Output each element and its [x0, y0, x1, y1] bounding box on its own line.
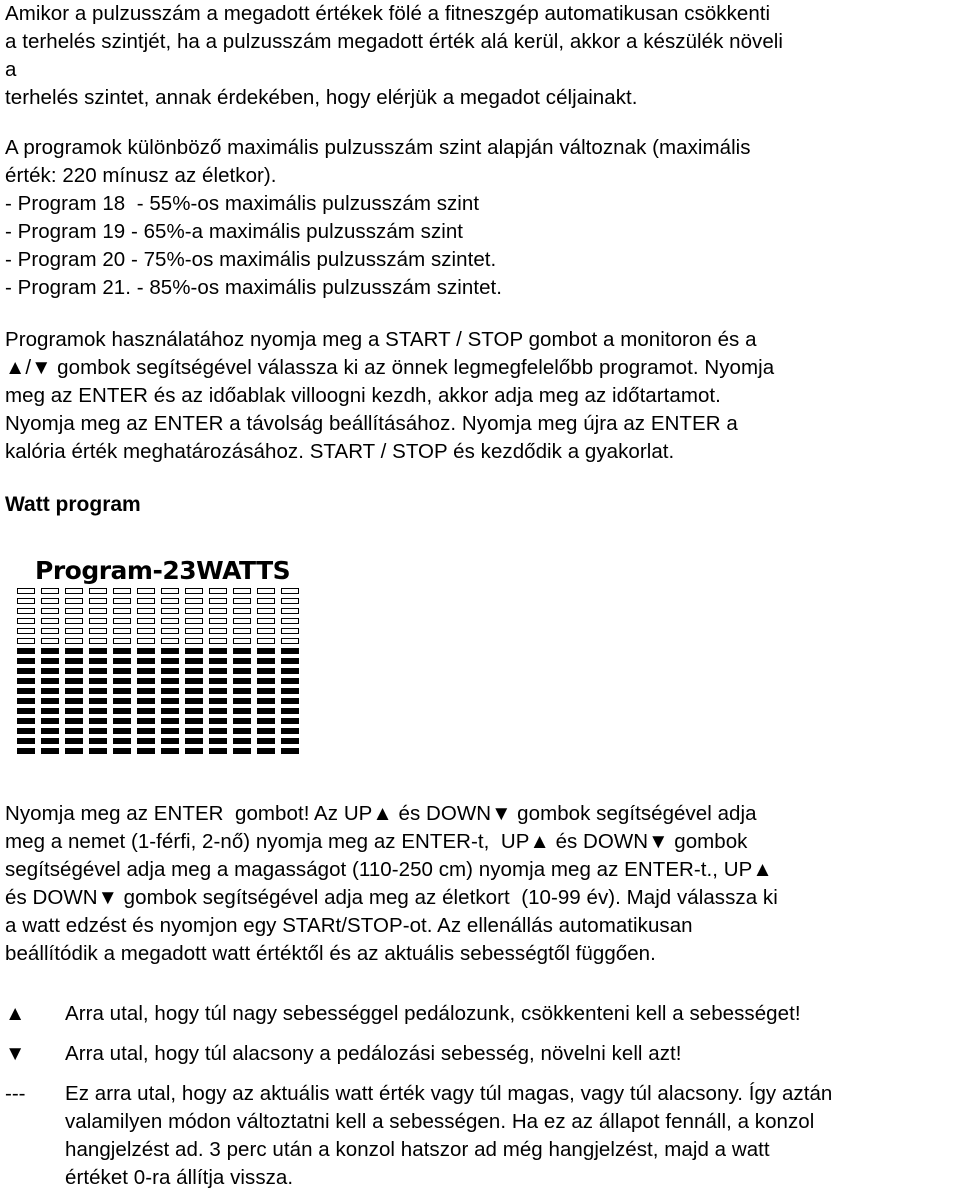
- display-segment: [17, 748, 35, 754]
- display-segment: [161, 598, 179, 604]
- display-segment: [257, 738, 275, 744]
- display-segment: [89, 598, 107, 604]
- display-segment: [209, 588, 227, 594]
- display-segment: [65, 638, 83, 644]
- display-segment: [41, 648, 59, 654]
- text-line: érték: 220 mínusz az életkor).: [5, 164, 277, 187]
- display-segment: [281, 738, 299, 744]
- display-segment: [281, 608, 299, 614]
- display-segment: [185, 698, 203, 704]
- display-segment: [89, 748, 107, 754]
- display-segment: [161, 748, 179, 754]
- display-segment: [281, 718, 299, 724]
- display-segment: [257, 618, 275, 624]
- display-segment: [209, 708, 227, 714]
- display-segment: [89, 708, 107, 714]
- display-segment: [113, 718, 131, 724]
- legend-item-dashes: [5, 1080, 832, 1192]
- display-segment: [257, 678, 275, 684]
- display-segment: [257, 698, 275, 704]
- display-bar-grid: [17, 588, 299, 754]
- text-line: segítségével adja meg a magasságot (110-250 cm) nyomja meg az ENTER-t., UP▲: [5, 858, 773, 881]
- display-segment: [161, 658, 179, 664]
- display-segment: [113, 668, 131, 674]
- display-segment: [161, 708, 179, 714]
- display-segment: [281, 698, 299, 704]
- display-segment: [137, 638, 155, 644]
- up-triangle-icon: ▲: [5, 1002, 26, 1025]
- text-line: Programok használatához nyomja meg a START / STOP gombot a monitoron és a: [5, 328, 757, 351]
- display-segment: [257, 628, 275, 634]
- display-segment: [41, 738, 59, 744]
- display-segment: [233, 678, 251, 684]
- display-segment: [185, 668, 203, 674]
- display-segment: [281, 638, 299, 644]
- display-segment: [89, 628, 107, 634]
- text-line: Nyomja meg az ENTER a távolság beállításához. Nyomja meg újra az ENTER a: [5, 412, 738, 435]
- dashes-symbol: ---: [5, 1082, 26, 1105]
- display-segment: [257, 728, 275, 734]
- display-segment: [233, 628, 251, 634]
- display-segment: [137, 658, 155, 664]
- legend-text: hangjelzést ad. 3 perc után a konzol hatszor ad még hangjelzést, majd a watt: [65, 1138, 770, 1161]
- display-segment: [41, 688, 59, 694]
- display-segment: [209, 678, 227, 684]
- display-segment: [17, 728, 35, 734]
- display-segment: [41, 628, 59, 634]
- display-segment: [161, 648, 179, 654]
- display-segment: [113, 618, 131, 624]
- display-segment: [41, 698, 59, 704]
- program-21-line: - Program 21. - 85%-os maximális pulzusszám szintet.: [5, 276, 503, 299]
- display-segment: [137, 748, 155, 754]
- display-segment: [41, 678, 59, 684]
- display-segment: [161, 678, 179, 684]
- display-segment: [281, 688, 299, 694]
- display-segment: [257, 748, 275, 754]
- display-segment: [257, 658, 275, 664]
- display-segment: [281, 678, 299, 684]
- display-segment: [161, 738, 179, 744]
- display-segment: [113, 678, 131, 684]
- display-segment: [137, 718, 155, 724]
- display-segment: [41, 608, 59, 614]
- display-segment: [113, 728, 131, 734]
- display-segment: [89, 658, 107, 664]
- display-segment: [209, 698, 227, 704]
- display-segment: [233, 588, 251, 594]
- display-segment: [185, 688, 203, 694]
- legend-text: Arra utal, hogy túl nagy sebességgel pedálozunk, csökkenteni kell a sebességet!: [65, 1002, 801, 1025]
- display-segment: [113, 658, 131, 664]
- display-segment: [233, 638, 251, 644]
- display-segment: [209, 608, 227, 614]
- text-line: A programok különböző maximális pulzusszám szint alapján változnak (maximális: [5, 136, 751, 159]
- legend-text: valamilyen módon változtatni kell a sebességen. Ha ez az állapot fennáll, a konzol: [65, 1110, 815, 1133]
- display-segment: [65, 688, 83, 694]
- display-segment: [161, 698, 179, 704]
- display-segment: [281, 668, 299, 674]
- display-segment: [65, 708, 83, 714]
- display-segment: [257, 668, 275, 674]
- display-segment: [161, 628, 179, 634]
- text-line: és DOWN▼ gombok segítségével adja meg az életkort (10-99 év). Majd válassza ki: [5, 886, 778, 909]
- display-segment: [113, 588, 131, 594]
- display-segment: [137, 728, 155, 734]
- down-triangle-icon: ▼: [5, 1042, 26, 1065]
- watt-program-display: [17, 556, 299, 754]
- display-segment: [185, 628, 203, 634]
- display-segment: [185, 608, 203, 614]
- legend-item-down: [5, 1040, 832, 1068]
- display-segment: [257, 638, 275, 644]
- display-segment: [257, 708, 275, 714]
- display-segment: [65, 738, 83, 744]
- display-segment: [137, 598, 155, 604]
- display-segment: [257, 718, 275, 724]
- text-line: Amikor a pulzusszám a megadott értékek fölé a fitneszgép automatikusan csökkenti: [5, 2, 771, 25]
- display-segment: [209, 738, 227, 744]
- text-line: meg a nemet (1-férfi, 2-nő) nyomja meg az ENTER-t, UP▲ és DOWN▼ gombok: [5, 830, 748, 853]
- display-segment: [17, 698, 35, 704]
- display-segment: [257, 608, 275, 614]
- display-segment: [209, 728, 227, 734]
- display-segment: [17, 688, 35, 694]
- display-segment: [65, 598, 83, 604]
- display-segment: [17, 628, 35, 634]
- display-segment: [89, 688, 107, 694]
- display-segment: [41, 638, 59, 644]
- display-segment: [161, 668, 179, 674]
- display-segment: [185, 718, 203, 724]
- display-segment: [137, 648, 155, 654]
- display-segment: [185, 638, 203, 644]
- display-segment: [41, 728, 59, 734]
- display-segment: [65, 728, 83, 734]
- display-segment: [89, 618, 107, 624]
- display-segment: [161, 688, 179, 694]
- display-segment: [89, 738, 107, 744]
- display-segment: [89, 668, 107, 674]
- display-segment: [41, 748, 59, 754]
- display-segment: [17, 708, 35, 714]
- display-segment: [281, 628, 299, 634]
- legend-text: Ez arra utal, hogy az aktuális watt érték vagy túl magas, vagy túl alacsony. Így aztán: [65, 1082, 833, 1105]
- display-segment: [209, 618, 227, 624]
- display-segment: [281, 708, 299, 714]
- display-segment: [281, 618, 299, 624]
- display-segment: [281, 728, 299, 734]
- section-heading: Watt program: [5, 493, 141, 516]
- display-segment: [17, 658, 35, 664]
- text-line: Nyomja meg az ENTER gombot! Az UP▲ és DOWN▼ gombok segítségével adja: [5, 802, 757, 825]
- display-segment: [161, 728, 179, 734]
- display-segment: [17, 638, 35, 644]
- paragraph-instructions: [5, 800, 778, 968]
- display-segment: [17, 678, 35, 684]
- display-segment: [41, 618, 59, 624]
- display-segment: [137, 708, 155, 714]
- display-segment: [137, 618, 155, 624]
- display-segment: [233, 688, 251, 694]
- text-line: beállítódik a megadott watt értéktől és az aktuális sebességtől függően.: [5, 942, 656, 965]
- display-segment: [185, 618, 203, 624]
- paragraph-intro: [5, 0, 783, 112]
- display-segment: [65, 648, 83, 654]
- display-segment: [41, 588, 59, 594]
- display-segment: [233, 698, 251, 704]
- display-segment: [137, 688, 155, 694]
- display-segment: [17, 738, 35, 744]
- display-segment: [17, 618, 35, 624]
- display-segment: [161, 638, 179, 644]
- display-segment: [89, 608, 107, 614]
- text-line: a: [5, 58, 17, 81]
- display-segment: [233, 658, 251, 664]
- display-segment: [113, 628, 131, 634]
- display-segment: [89, 698, 107, 704]
- display-segment: [113, 688, 131, 694]
- display-segment: [89, 728, 107, 734]
- display-segment: [137, 698, 155, 704]
- display-segment: [65, 718, 83, 724]
- display-segment: [161, 608, 179, 614]
- display-segment: [233, 598, 251, 604]
- display-segment: [41, 718, 59, 724]
- display-segment: [209, 638, 227, 644]
- display-segment: [89, 678, 107, 684]
- display-segment: [137, 678, 155, 684]
- display-segment: [113, 638, 131, 644]
- display-segment: [113, 598, 131, 604]
- display-segment: [185, 728, 203, 734]
- symbol-legend: [5, 1000, 832, 1204]
- display-segment: [137, 738, 155, 744]
- display-segment: [257, 598, 275, 604]
- display-segment: [233, 718, 251, 724]
- display-segment: [185, 748, 203, 754]
- text-line: a terhelés szintjét, ha a pulzusszám megadott érték alá kerül, akkor a készülék növeli: [5, 30, 783, 53]
- display-segment: [17, 718, 35, 724]
- display-segment: [41, 708, 59, 714]
- display-segment: [209, 628, 227, 634]
- text-line: kalória érték meghatározásához. START / STOP és kezdődik a gyakorlat.: [5, 440, 675, 463]
- display-segment: [209, 598, 227, 604]
- display-segment: [209, 648, 227, 654]
- text-line: meg az ENTER és az időablak villoogni kezdh, akkor adja meg az időtartamot.: [5, 384, 721, 407]
- display-segment: [161, 618, 179, 624]
- text-line: a watt edzést és nyomjon egy STARt/STOP-ot. Az ellenállás automatikusan: [5, 914, 693, 937]
- display-segment: [113, 708, 131, 714]
- display-segment: [89, 588, 107, 594]
- display-segment: [281, 648, 299, 654]
- display-segment: [65, 678, 83, 684]
- display-segment: [281, 658, 299, 664]
- display-segment: [17, 648, 35, 654]
- display-segment: [17, 588, 35, 594]
- display-segment: [257, 688, 275, 694]
- text-line: terhelés szintet, annak érdekében, hogy elérjük a megadot céljainakt.: [5, 86, 638, 109]
- display-segment: [185, 588, 203, 594]
- display-segment: [185, 598, 203, 604]
- display-segment: [113, 738, 131, 744]
- display-segment: [233, 748, 251, 754]
- display-segment: [233, 738, 251, 744]
- display-segment: [209, 668, 227, 674]
- display-segment: [137, 628, 155, 634]
- display-segment: [65, 588, 83, 594]
- text-line: ▲/▼ gombok segítségével válassza ki az önnek legmegfelelőbb programot. Nyomja: [5, 356, 775, 379]
- program-18-line: - Program 18 - 55%-os maximális pulzusszám szint: [5, 192, 480, 215]
- display-segment: [65, 748, 83, 754]
- legend-text: Arra utal, hogy túl alacsony a pedálozási sebesség, növelni kell azt!: [65, 1042, 682, 1065]
- paragraph-usage: [5, 326, 774, 466]
- display-segment: [185, 708, 203, 714]
- display-segment: [161, 588, 179, 594]
- display-segment: [281, 748, 299, 754]
- display-segment: [65, 698, 83, 704]
- display-segment: [113, 648, 131, 654]
- display-segment: [137, 608, 155, 614]
- display-segment: [17, 668, 35, 674]
- display-segment: [209, 658, 227, 664]
- display-segment: [89, 638, 107, 644]
- display-segment: [137, 588, 155, 594]
- display-segment: [233, 648, 251, 654]
- display-segment: [257, 648, 275, 654]
- display-segment: [185, 648, 203, 654]
- display-segment: [185, 678, 203, 684]
- display-segment: [41, 598, 59, 604]
- display-segment: [65, 628, 83, 634]
- display-segment: [209, 748, 227, 754]
- display-segment: [113, 698, 131, 704]
- legend-text: értéket 0-ra állítja vissza.: [65, 1166, 294, 1189]
- display-segment: [209, 718, 227, 724]
- display-title: Program-23WATTS: [35, 556, 291, 585]
- display-segment: [281, 598, 299, 604]
- display-segment: [209, 688, 227, 694]
- display-segment: [17, 598, 35, 604]
- display-segment: [281, 588, 299, 594]
- display-segment: [65, 668, 83, 674]
- legend-item-up: [5, 1000, 832, 1028]
- display-segment: [233, 668, 251, 674]
- display-segment: [89, 648, 107, 654]
- display-segment: [65, 618, 83, 624]
- display-segment: [233, 618, 251, 624]
- display-segment: [185, 658, 203, 664]
- display-segment: [65, 658, 83, 664]
- display-segment: [257, 588, 275, 594]
- display-segment: [233, 728, 251, 734]
- program-19-line: - Program 19 - 65%-a maximális pulzusszám szint: [5, 220, 464, 243]
- display-segment: [17, 608, 35, 614]
- program-20-line: - Program 20 - 75%-os maximális pulzusszám szintet.: [5, 248, 497, 271]
- display-segment: [233, 608, 251, 614]
- display-segment: [65, 608, 83, 614]
- display-segment: [233, 708, 251, 714]
- display-segment: [113, 608, 131, 614]
- display-segment: [161, 718, 179, 724]
- display-segment: [41, 658, 59, 664]
- paragraph-programs: [5, 134, 751, 302]
- display-segment: [137, 668, 155, 674]
- display-segment: [113, 748, 131, 754]
- display-segment: [89, 718, 107, 724]
- display-segment: [185, 738, 203, 744]
- display-segment: [41, 668, 59, 674]
